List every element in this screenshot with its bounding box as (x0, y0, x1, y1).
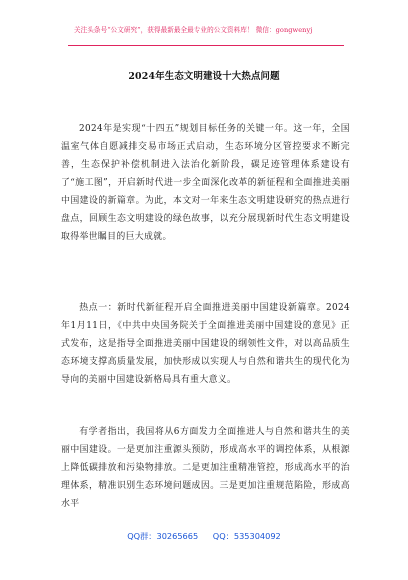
promo-banner: 关注头条号“公文研究”，获得最新最全最专业的公文资料库！ 微信：gongwenyj (74, 26, 313, 34)
qq-number-text: QQ：535304092 (212, 531, 281, 541)
paragraph-intro (61, 120, 350, 246)
document-title: 2024年生态文明建设十大热点问题 (128, 71, 280, 82)
paragraph-text: 有学者指出，我国将从6方面发力全面推进人与自然和谐共生的美丽中国建设。一是更加注重源头预防，形成高水平的调控体系，从根源上降低碳排放和污染物排放。二是更加注重精准管控，形成高水平的治理体系，精准识别生态环境问题成因。三是更加注重规范陷险，形成高水平 (61, 427, 350, 510)
qq-group-text: QQ群：30265665 (127, 531, 199, 541)
paragraph-scholar-view (61, 423, 350, 513)
header-divider (68, 45, 344, 46)
paragraph-hotspot-one (61, 299, 350, 389)
contact-footer (0, 530, 408, 542)
paragraph-text: 热点一：新时代新征程开启全面推进美丽中国建设新篇章。2024年1月11日，《中共中央国务院关于全面推进美丽中国建设的意见》正式发布，这是指导全面推进美丽中国建设的纲领性文件，对以高品质生态环境支撑高质量发展，加快形成以实现人与自然和谐共生的现代化为导向的美丽中国建设新格局具有重大意义。 (61, 303, 350, 386)
paragraph-text: 2024年是实现“十四五”规划目标任务的关键一年。这一年，全国温室气体自愿减排交易市场正式启动，生态环境分区管控要求不断完善，生态保护补偿机制进入法治化新阶段，碳足迹管理体系建设有了“施工图”，开启新时代进一步全面深化改革的新征程和全面推进美丽中国建设的新篇章。为此，本文对一年来生态文明建设研究的热点进行盘点，回顾生态文明建设的绿色故事，以充分展现新时代生态文明建设取得举世瞩目的巨大成就。 (61, 124, 350, 243)
